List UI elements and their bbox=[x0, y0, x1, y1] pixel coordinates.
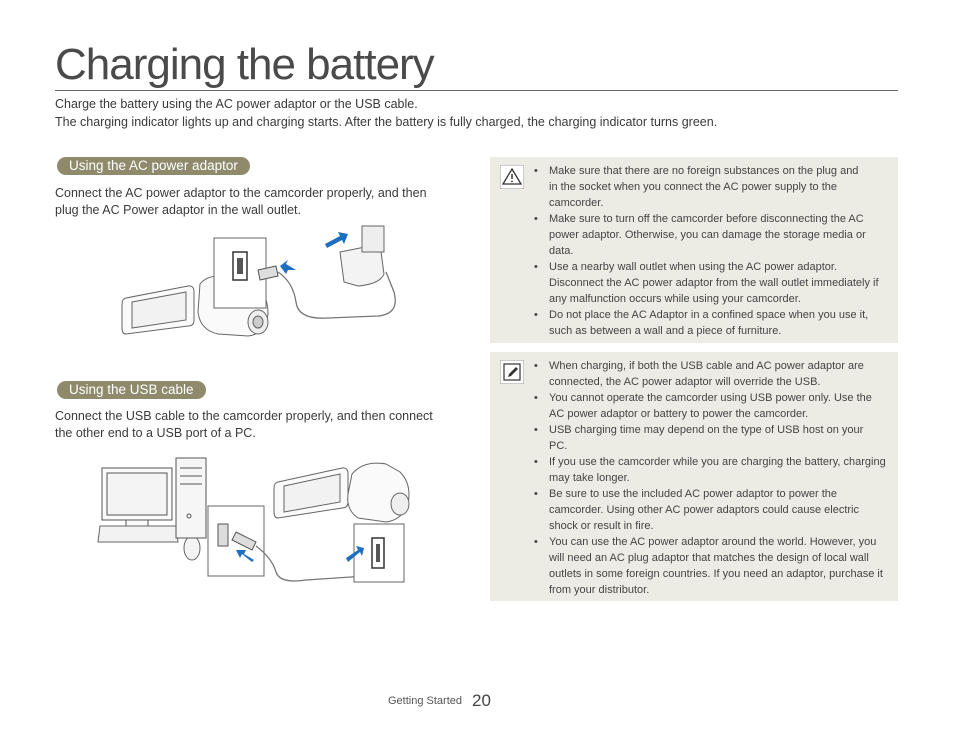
warning-item-line: Do not place the AC Adaptor in a confined space when you use it, bbox=[549, 309, 869, 321]
warning-triangle-icon bbox=[500, 165, 524, 189]
note-item-line: Be sure to use the included AC power adaptor to power the bbox=[549, 488, 838, 500]
note-item-line: from your distributor. bbox=[549, 584, 650, 596]
note-item bbox=[534, 358, 894, 390]
warning-item bbox=[534, 211, 894, 259]
bullet-icon: • bbox=[534, 424, 538, 436]
page-title: Charging the battery bbox=[55, 40, 434, 89]
warning-item-line: such as between a wall and a piece of furniture. bbox=[549, 325, 782, 337]
bullet-icon: • bbox=[534, 392, 538, 404]
note-item-line: USB charging time may depend on the type of USB host on your bbox=[549, 424, 864, 436]
warning-item bbox=[534, 307, 894, 339]
note-item-line: PC. bbox=[549, 440, 568, 452]
note-item bbox=[534, 454, 894, 486]
note-item-line: connected, the AC power adaptor will override the USB. bbox=[549, 376, 821, 388]
arrow-icon bbox=[280, 260, 296, 274]
bullet-icon: • bbox=[534, 456, 538, 468]
bullet-icon: • bbox=[534, 261, 538, 273]
usb-cable-heading: Using the USB cable bbox=[57, 381, 206, 399]
arrow-icon bbox=[325, 232, 348, 248]
warning-item-line: Make sure that there are no foreign substances on the plug and bbox=[549, 165, 859, 177]
warning-item-line: Disconnect the AC power adaptor from the wall outlet immediately if bbox=[549, 277, 879, 289]
note-item-line: You can use the AC power adaptor around the world. However, you bbox=[549, 536, 877, 548]
note-pencil-icon bbox=[500, 360, 524, 384]
note-item-line: will need an AC plug adaptor that matches the design of local wall bbox=[549, 552, 869, 564]
intro-line: Charge the battery using the AC power adaptor or the USB cable. bbox=[55, 97, 418, 111]
warning-box bbox=[490, 157, 898, 343]
warning-list bbox=[534, 163, 894, 339]
warning-item-line: power adaptor. Otherwise, you can damage the storage media or bbox=[549, 229, 866, 241]
note-item bbox=[534, 390, 894, 422]
ac-adaptor-illustration bbox=[118, 222, 408, 342]
bullet-icon: • bbox=[534, 309, 538, 321]
note-item bbox=[534, 422, 894, 454]
warning-item-line: in the socket when you connect the AC power supply to the bbox=[549, 181, 838, 193]
note-item-line: When charging, if both the USB cable and AC power adaptor are bbox=[549, 360, 864, 372]
note-item-line: You cannot operate the camcorder using USB power only. Use the bbox=[549, 392, 872, 404]
note-item-line: camcorder. Using other AC power adaptors could cause electric bbox=[549, 504, 859, 516]
camcorder-drawing bbox=[274, 463, 409, 522]
note-item bbox=[534, 534, 894, 598]
intro-line: The charging indicator lights up and charging starts. After the battery is fully charged, the charging indicator turns green. bbox=[55, 115, 718, 129]
intro-text bbox=[55, 95, 717, 131]
footer-section-label: Getting Started bbox=[388, 695, 462, 707]
note-item bbox=[534, 486, 894, 534]
keyboard-drawing bbox=[98, 526, 178, 542]
usb-cable-instructions: Connect the USB cable to the camcorder properly, and then connect the other end to a USB port of a PC. bbox=[55, 409, 433, 440]
ac-adaptor-instructions: Connect the AC power adaptor to the camcorder properly, and then plug the AC Power adaptor in the wall outlet. bbox=[55, 186, 427, 217]
warning-item-line: any malfunction occurs while using your camcorder. bbox=[549, 293, 801, 305]
bullet-icon: • bbox=[534, 360, 538, 372]
warning-item-line: data. bbox=[549, 245, 574, 257]
warning-item bbox=[534, 259, 894, 307]
bullet-icon: • bbox=[534, 213, 538, 225]
warning-item-line: Use a nearby wall outlet when using the AC power adaptor. bbox=[549, 261, 838, 273]
note-box bbox=[490, 352, 898, 601]
pc-monitor-drawing bbox=[102, 468, 172, 526]
note-item-line: shock or result in fire. bbox=[549, 520, 654, 532]
note-item-line: If you use the camcorder while you are charging the battery, charging bbox=[549, 456, 886, 468]
title-divider bbox=[55, 90, 898, 91]
note-list bbox=[534, 358, 894, 598]
warning-item bbox=[534, 163, 894, 211]
bullet-icon: • bbox=[534, 536, 538, 548]
pc-tower-drawing bbox=[176, 458, 206, 538]
mouse-drawing bbox=[184, 536, 200, 560]
warning-item-line: Make sure to turn off the camcorder before disconnecting the AC bbox=[549, 213, 864, 225]
page-number: 20 bbox=[472, 691, 491, 710]
warning-item-line: camcorder. bbox=[549, 197, 604, 209]
note-item-line: outlets in some foreign countries. If you need an adaptor, purchase it bbox=[549, 568, 883, 580]
bullet-icon: • bbox=[534, 165, 538, 177]
bullet-icon: • bbox=[534, 488, 538, 500]
note-item-line: may take longer. bbox=[549, 472, 630, 484]
note-item-line: AC power adaptor or battery to power the camcorder. bbox=[549, 408, 809, 420]
usb-cable-illustration bbox=[96, 454, 416, 584]
ac-adaptor-heading: Using the AC power adaptor bbox=[57, 157, 250, 175]
